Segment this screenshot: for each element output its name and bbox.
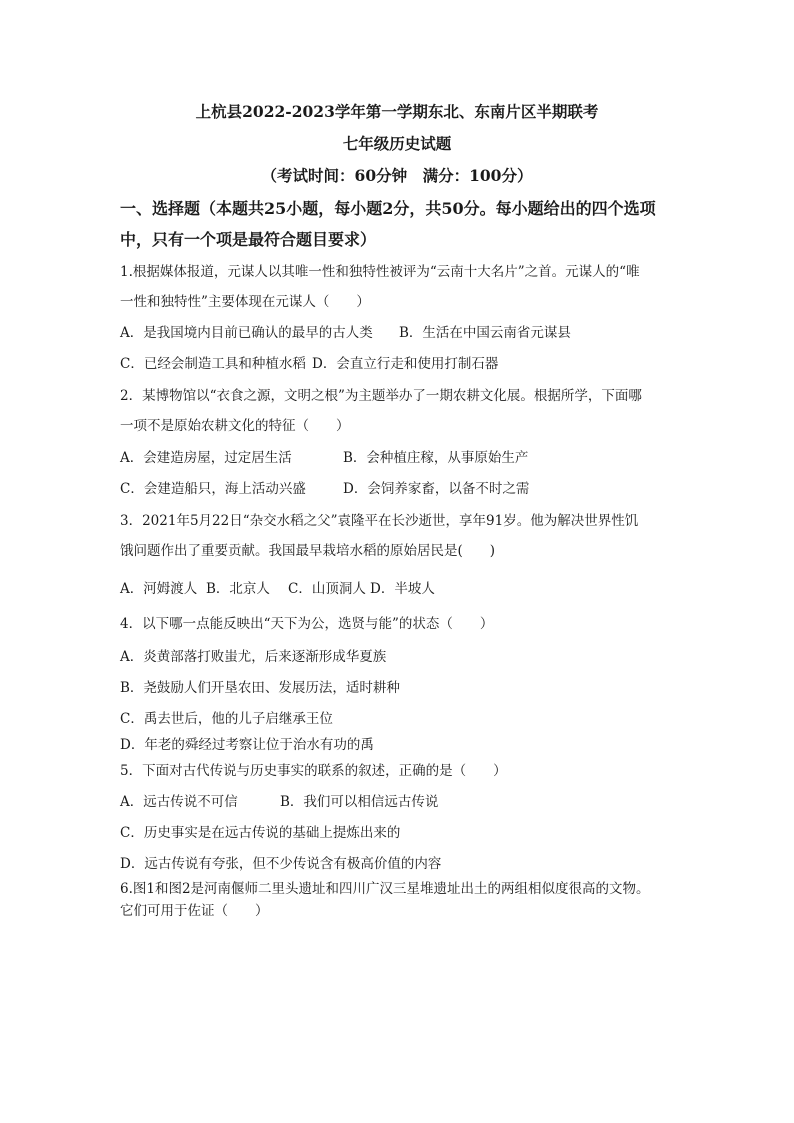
option-d: D．远古传说有夸张，但不少传说含有极高价值的内容 — [120, 856, 442, 872]
option-b: B．北京人 — [206, 581, 270, 597]
option-a: A．远古传说不可信 — [120, 794, 238, 810]
exam-title: 上杭县2022-2023学年第一学期东北、东南片区半期联考 — [195, 102, 599, 121]
option-row — [120, 790, 439, 810]
question-stem: 3．2021年5月22日“杂交水稻之父”袁隆平在长沙逝世，享年91岁。他为解决世界性饥 — [120, 513, 639, 529]
option-row — [120, 321, 571, 341]
option-d: D．半坡人 — [370, 581, 435, 597]
exam-subtitle: 七年级历史试题 — [342, 134, 452, 153]
section-heading-line: 中，只有一个项是最符合题目要求） — [120, 230, 377, 249]
option-b: B．生活在中国云南省元谋县 — [399, 325, 571, 341]
option-c: C．已经会制造工具和种植水稻 — [120, 356, 306, 372]
question-stem: 饿问题作出了重要贡献。我国最早栽培水稻的原始居民是( ) — [120, 543, 496, 559]
option-a: A．河姆渡人 — [120, 581, 198, 597]
option-b: B．我们可以相信远古传说 — [280, 794, 439, 810]
option-row — [120, 477, 530, 497]
option-a: A．是我国境内目前已确认的最早的古人类 — [120, 325, 373, 341]
option-d: D．会直立行走和使用打制石器 — [312, 356, 499, 372]
option-row — [120, 446, 529, 466]
option-b: B．会种植庄稼，从事原始生产 — [343, 450, 529, 466]
option-row — [120, 352, 499, 372]
option-c: C．山顶洞人 — [288, 581, 366, 597]
option-c: C．历史事实是在远古传说的基础上提炼出来的 — [120, 825, 401, 841]
option-d: D．会饲养家畜，以备不时之需 — [343, 481, 530, 497]
question-stem: 2．某博物馆以“衣食之源，文明之根”为主题举办了一期农耕文化展。根据所学，下面哪 — [120, 388, 642, 404]
option-c: C．会建造船只，海上活动兴盛 — [120, 481, 306, 497]
option-b: B．尧鼓励人们开垦农田、发展历法，适时耕种 — [120, 680, 400, 696]
option-d: D．年老的舜经过考察让位于治水有功的禹 — [120, 737, 374, 753]
question-stem: 5．下面对古代传说与历史事实的联系的叙述，正确的是（ ） — [120, 763, 507, 779]
question-stem: 一项不是原始农耕文化的特征（ ） — [120, 418, 350, 434]
question-stem: 6.图1和图2是河南偃师二里头遗址和四川广汉三星堆遗址出土的两组相似度很高的文物。 — [120, 881, 650, 897]
option-c: C．禹去世后，他的儿子启继承王位 — [120, 711, 333, 727]
question-stem: 它们可用于佐证（ ） — [120, 903, 269, 919]
question-stem: 1.根据媒体报道，元谋人以其唯一性和独特性被评为“云南十大名片”之首。元谋人的“唯 — [120, 264, 640, 280]
question-stem: 一性和独特性”主要体现在元谋人（ ） — [120, 294, 370, 310]
option-row — [120, 577, 435, 597]
question-stem: 4．以下哪一点能反映出“天下为公，选贤与能”的状态（ ） — [120, 616, 494, 632]
option-a: A．会建造房屋，过定居生活 — [120, 450, 292, 466]
exam-time-score: （考试时间：60分钟 满分：100分） — [261, 166, 533, 185]
section-heading-line: 一、选择题（本题共25小题，每小题2分，共50分。每小题给出的四个选项 — [120, 199, 656, 218]
option-a: A．炎黄部落打败蚩尤，后来逐渐形成华夏族 — [120, 649, 387, 665]
